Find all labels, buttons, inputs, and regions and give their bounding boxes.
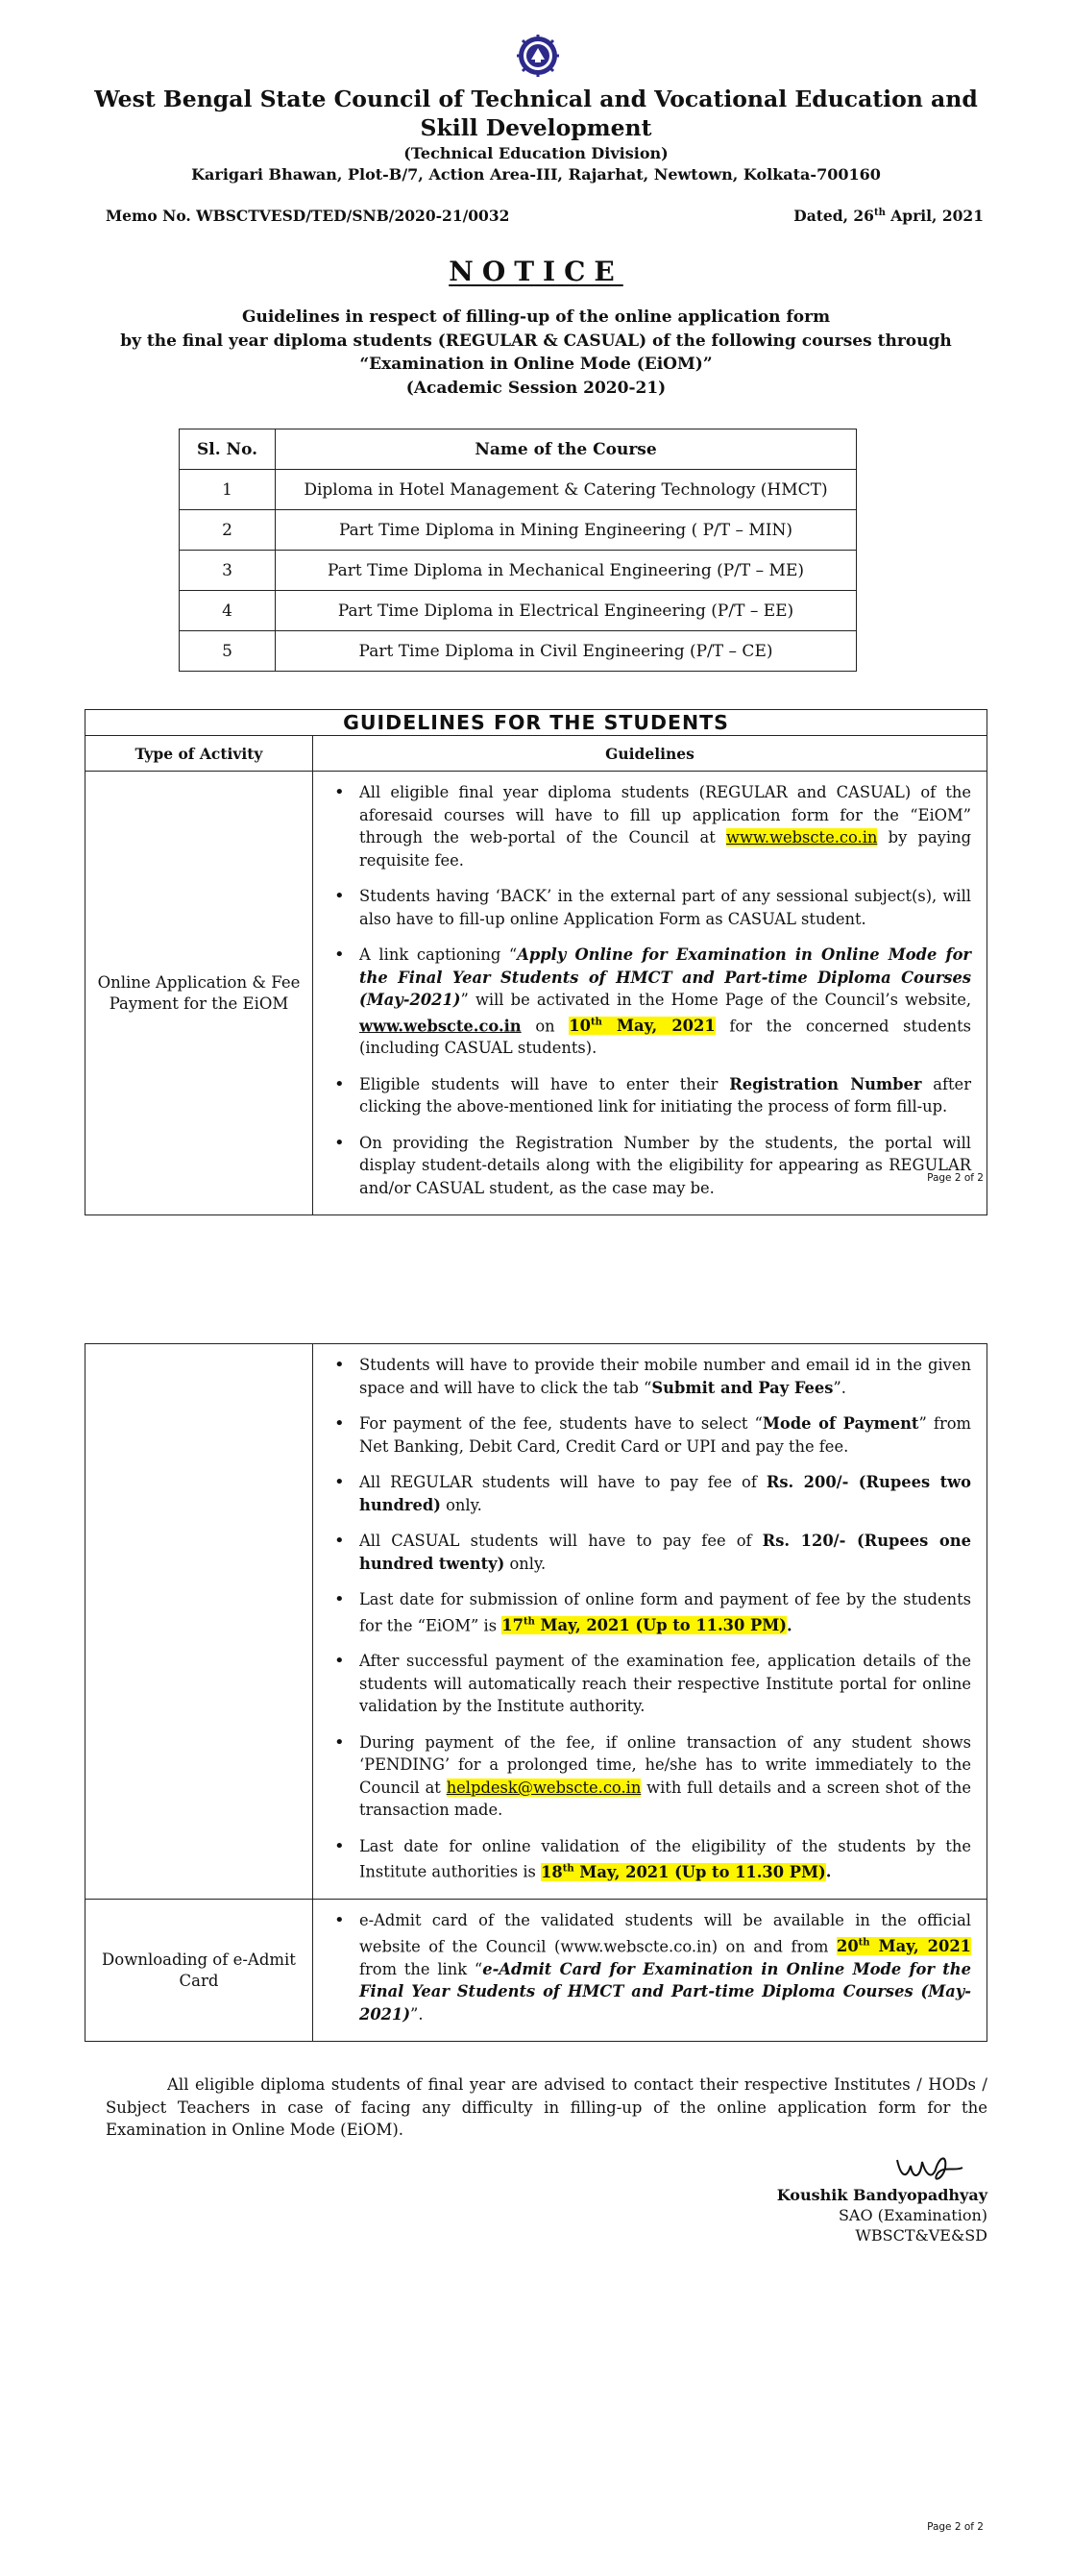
notice-subject: Guidelines in respect of filling-up of the online application form by the final year diploma students (REGULAR & CASUAL) of the following courses through “Examination in Online Mode (EiOM)” (Academic Session 2020-21): [120, 307, 952, 398]
guideline-item: • Eligible students will have to enter their Registration Number after clicking the above-mentioned link for initiating the process of form fill-up.: [330, 1073, 971, 1118]
table-row: [85, 1344, 987, 1900]
table-row: [180, 470, 857, 510]
guideline-item: • Last date for submission of online form and payment of fee by the students for the “EiOM” is 17th May, 2021 (Up to 11.30 PM).: [330, 1588, 971, 1636]
email-link[interactable]: helpdesk@webscte.co.in: [446, 1778, 642, 1797]
guideline-item: • All REGULAR students will have to pay fee of Rs. 200/- (Rupees two hundred) only.: [330, 1471, 971, 1516]
organization-name: West Bengal State Council of Technical and Vocational Education and Skill Development: [94, 86, 978, 141]
guidelines-table: [85, 709, 987, 1215]
highlighted-date: 17th May, 2021 (Up to 11.30 PM): [501, 1615, 787, 1634]
table-row: [180, 510, 857, 551]
course-name: Part Time Diploma in Mechanical Engineering (P/T – ME): [276, 551, 857, 591]
signature-mark: [893, 2150, 966, 2187]
council-emblem-icon: [517, 35, 559, 77]
course-name: Diploma in Hotel Management & Catering Technology (HMCT): [276, 470, 857, 510]
table-row: [180, 551, 857, 591]
serial-number: 2: [180, 510, 276, 551]
notice-title: NOTICE: [449, 256, 623, 287]
office-address: Karigari Bhawan, Plot-B/7, Action Area-III, Rajarhat, Newtown, Kolkata-700160: [191, 165, 881, 184]
column-header: Sl. No.: [180, 429, 276, 470]
activity-cell: [85, 1344, 313, 1900]
website-link[interactable]: www.webscte.co.in: [359, 1016, 522, 1035]
signatory-name: Koushik Bandyopadhyay: [776, 2186, 987, 2204]
guideline-item: • A link captioning “Apply Online for Examination in Online Mode for the Final Year Students of HMCT and Part-time Diploma Courses (May-2021)” will be activated in the Home Page of the Council’s website, www.webscte.co.in on 10th May, 2021 for the concerned students (including CASUAL students).: [330, 944, 971, 1060]
table-row: [85, 772, 987, 1215]
guideline-item: • During payment of the fee, if online transaction of any student shows ‘PENDING’ for a prolonged time, he/she has to write immediately to the Council at helpdesk@webscte.co.in with full details and a screen shot of the transaction made.: [330, 1731, 971, 1822]
course-name: Part Time Diploma in Mining Engineering ( P/T – MIN): [276, 510, 857, 551]
signatory-office: WBSCT&VE&SD: [855, 2226, 987, 2245]
guidelines-table-continued: [85, 1343, 987, 2042]
guideline-item: • All eligible final year diploma students (REGULAR and CASUAL) of the aforesaid courses will have to fill up application form for the “EiOM” through the web-portal of the Council at www.webscte.co.in by paying requisite fee.: [330, 781, 971, 871]
course-name: Part Time Diploma in Electrical Engineering (P/T – EE): [276, 591, 857, 631]
highlighted-date: 18th May, 2021 (Up to 11.30 PM): [541, 1862, 826, 1881]
guidelines-cell: [313, 1344, 987, 1900]
advice-paragraph: All eligible diploma students of final year are advised to contact their respective Institutes / HODs / Subject Teachers in case of facing any difficulty in filling-up of the online application form for the Examination in Online Mode (EiOM).: [106, 2075, 987, 2139]
course-name: Part Time Diploma in Civil Engineering (P/T – CE): [276, 631, 857, 672]
column-header-activity: Type of Activity: [85, 736, 313, 772]
table-row: [180, 631, 857, 672]
highlighted-date: 10th May, 2021: [569, 1016, 716, 1035]
guideline-item: • Students will have to provide their mobile number and email id in the given space and will have to click the tab “Submit and Pay Fees”.: [330, 1354, 971, 1399]
table-row: [85, 1900, 987, 2042]
page-1: [0, 0, 1072, 1249]
notice-date: Dated, 26th April, 2021: [793, 207, 984, 225]
memo-number: Memo No. WBSCTVESD/TED/SNB/2020-21/0032: [106, 207, 510, 225]
column-header: Name of the Course: [276, 429, 857, 470]
signatory-designation: SAO (Examination): [838, 2206, 987, 2224]
page-number: Page 2 of 2: [927, 1172, 984, 1184]
column-header-guidelines: Guidelines: [313, 736, 987, 772]
table-header-row: [180, 429, 857, 470]
activity-cell: Downloading of e-Admit Card: [85, 1900, 313, 2042]
page-2: [0, 1326, 1072, 2576]
serial-number: 3: [180, 551, 276, 591]
guidelines-title: GUIDELINES FOR THE STUDENTS: [85, 710, 987, 736]
guideline-item: • Last date for online validation of the eligibility of the students by the Institute authorities is 18th May, 2021 (Up to 11.30 PM).: [330, 1835, 971, 1883]
courses-table: [179, 429, 857, 672]
guideline-item: • All CASUAL students will have to pay fee of Rs. 120/- (Rupees one hundred twenty) only.: [330, 1530, 971, 1575]
serial-number: 4: [180, 591, 276, 631]
guidelines-cell: [313, 1900, 987, 2042]
website-link[interactable]: www.webscte.co.in: [726, 828, 878, 846]
activity-cell: Online Application & Fee Payment for the EiOM: [85, 772, 313, 1215]
guideline-item: • e-Admit card of the validated students will be available in the official website of the Council (www.webscte.co.in) on and from 20th May, 2021 from the link “e-Admit Card for Examination in Online Mode for the Final Year Students of HMCT and Part-time Diploma Courses (May-2021)”.: [330, 1909, 971, 2025]
page-number: Page 2 of 2: [927, 2521, 984, 2533]
serial-number: 5: [180, 631, 276, 672]
guidelines-cell: [313, 772, 987, 1215]
serial-number: 1: [180, 470, 276, 510]
division-name: (Technical Education Division): [403, 144, 669, 162]
guideline-item: • On providing the Registration Number by the students, the portal will display student-details along with the eligibility for appearing as REGULAR and/or CASUAL student, as the case may be.: [330, 1132, 971, 1200]
table-row: [180, 591, 857, 631]
guideline-item: • Students having ‘BACK’ in the external part of any sessional subject(s), will also have to fill-up online Application Form as CASUAL student.: [330, 885, 971, 930]
highlighted-date: 20th May, 2021: [837, 1937, 971, 1956]
guideline-item: • After successful payment of the examination fee, application details of the students will automatically reach their respective Institute portal for online validation by the Institute authority.: [330, 1650, 971, 1718]
signatory-block: [777, 2185, 987, 2245]
guideline-item: • For payment of the fee, students have to select “Mode of Payment” from Net Banking, Debit Card, Credit Card or UPI and pay the fee.: [330, 1412, 971, 1458]
